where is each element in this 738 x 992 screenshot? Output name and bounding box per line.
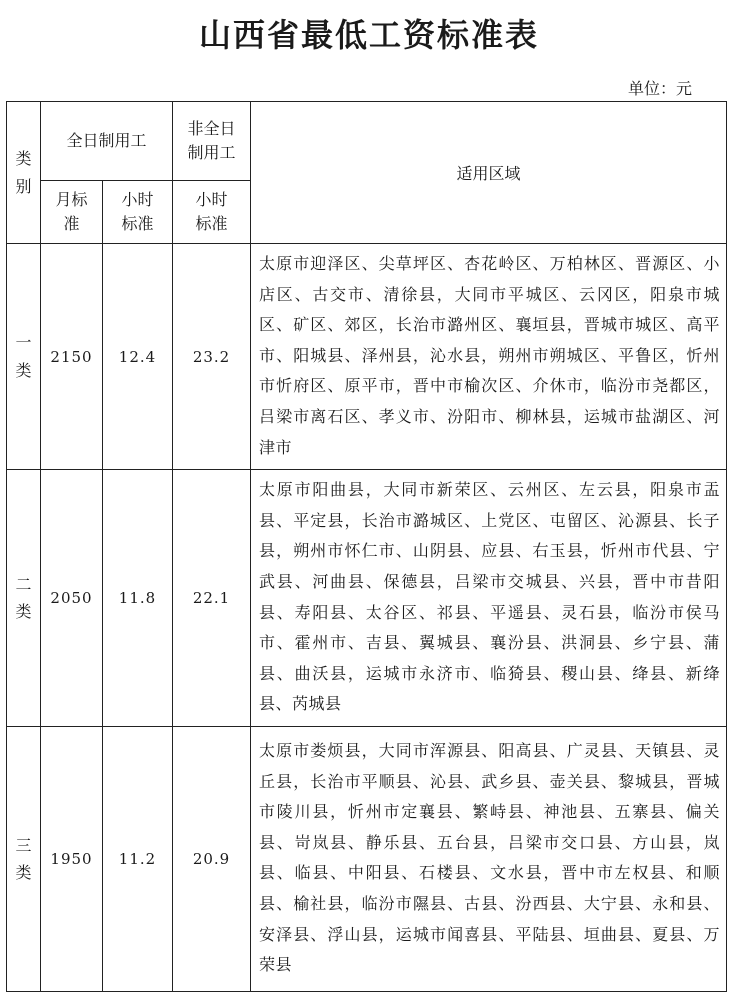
category-cell: 三 类 xyxy=(7,726,41,991)
parttime-hourly-cell: 23.2 xyxy=(173,244,251,470)
category-cell: 一 类 xyxy=(7,244,41,470)
header-monthly: 月标 准 xyxy=(41,181,103,244)
header-fulltime: 全日制用工 xyxy=(41,102,173,181)
table-row xyxy=(7,244,727,470)
hourly-cell: 12.4 xyxy=(103,244,173,470)
header-category-label: 类 别 xyxy=(15,149,32,196)
parttime-hourly-cell: 20.9 xyxy=(173,726,251,991)
wage-table xyxy=(6,101,727,992)
region-cell: 太原市娄烦县，大同市浑源县、阳高县、广灵县、天镇县、灵丘县，长治市平顺县、沁县、武乡县、壶关县、黎城县，晋城市陵川县，忻州市定襄县、繁峙县、神池县、五寨县、偏关县、岢岚县、静乐县、五台县，吕梁市交口县、方山县，岚县、临县、中阳县、石楼县、文水县，晋中市左权县、和顺县、榆社县，临汾市隰县、古县、汾西县、大宁县、永和县、安泽县、浮山县，运城市闻喜县、平陆县、垣曲县、夏县、万荣县 xyxy=(251,726,727,991)
monthly-cell: 2050 xyxy=(41,470,103,727)
region-cell: 太原市迎泽区、尖草坪区、杏花岭区、万柏林区、晋源区、小店区、古交市、清徐县，大同市平城区、云冈区，阳泉市城区、矿区、郊区，长治市潞州区、襄垣县，晋城市城区、高平市、阳城县、泽州县，沁水县，朔州市朔城区、平鲁区，忻州市忻府区、原平市，晋中市榆次区、介休市，临汾市尧都区，吕梁市离石区、孝义市、汾阳市、柳林县，运城市盐湖区、河津市 xyxy=(251,244,727,470)
monthly-cell: 2150 xyxy=(41,244,103,470)
header-category xyxy=(7,102,41,244)
page-title: 山西省最低工资标准表 xyxy=(198,16,539,54)
category-cell: 二 类 xyxy=(7,470,41,727)
header-parttime: 非全日 制用工 xyxy=(173,102,251,181)
parttime-hourly-cell: 22.1 xyxy=(173,470,251,727)
header-region: 适用区域 xyxy=(251,102,727,244)
monthly-cell: 1950 xyxy=(41,726,103,991)
hourly-cell: 11.8 xyxy=(103,470,173,727)
region-cell: 太原市阳曲县，大同市新荣区、云州区、左云县，阳泉市盂县、平定县，长治市潞城区、上党区、屯留区、沁源县、长子县，朔州市怀仁市、山阴县、应县、右玉县，忻州市代县、宁武县、河曲县、保德县，吕梁市交城县、兴县，晋中市昔阳县、寿阳县、太谷区、祁县、平遥县、灵石县，临汾市侯马市、霍州市、吉县、翼城县、襄汾县、洪洞县、乡宁县、蒲县、曲沃县，运城市永济市、临猗县、稷山县、绛县、新绛县、芮城县 xyxy=(251,470,727,727)
header-hourly: 小时 标准 xyxy=(103,181,173,244)
header-parttime-hourly: 小时 标准 xyxy=(173,181,251,244)
unit-label: 单位：元 xyxy=(627,79,692,98)
table-row xyxy=(7,726,727,991)
hourly-cell: 11.2 xyxy=(103,726,173,991)
table-row xyxy=(7,470,727,727)
